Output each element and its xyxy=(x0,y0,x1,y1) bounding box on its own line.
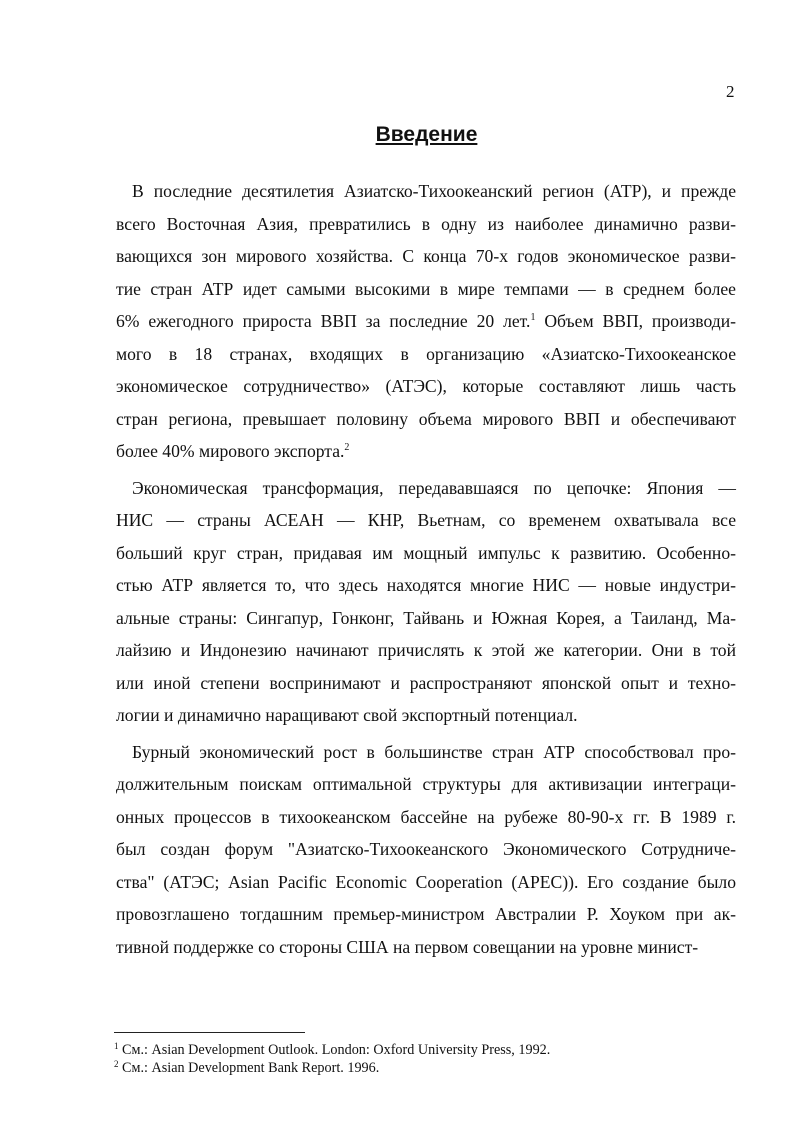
text-line xyxy=(116,403,736,436)
text-line xyxy=(116,898,736,931)
text-segment: провозглашено тогдашним премьер-министром Австралии Р. Хоуком при ак- xyxy=(116,904,736,924)
paragraph-2 xyxy=(116,472,736,732)
text-line xyxy=(116,667,736,700)
text-segment: Объем ВВП, производи- xyxy=(535,311,737,331)
text-line xyxy=(116,273,736,306)
text-segment: Экономическая трансформация, передававшаяся по цепочке: Япония — xyxy=(132,477,736,498)
footnote-ref: 2 xyxy=(344,442,350,453)
text-line xyxy=(116,472,736,505)
text-segment: стран региона, превышает половину объема мирового ВВП и обеспечивают xyxy=(116,408,736,429)
text-segment: больший круг стран, придавая им мощный импульс к развитию. Особенно- xyxy=(116,542,736,563)
text-segment: должительным поискам оптимальной структуры для активизации интеграци- xyxy=(116,774,736,794)
text-segment: или иной степени воспринимают и распространяют японской опыт и техно- xyxy=(116,672,736,693)
footnote-ref: 1 xyxy=(530,312,536,323)
text-segment: НИС — страны АСЕАН — КНР, Вьетнам, со временем охватывала все xyxy=(116,510,736,530)
text-line xyxy=(116,699,736,732)
paragraph-3 xyxy=(116,736,736,964)
text-line xyxy=(116,634,736,667)
text-segment: альные страны: Сингапур, Гонконг, Тайвань и Южная Корея, а Таиланд, Ма- xyxy=(116,607,736,628)
text-line xyxy=(116,338,736,371)
text-segment: был создан форум "Азиатско-Тихоокеанского Экономического Сотрудниче- xyxy=(116,839,736,859)
text-line xyxy=(116,736,736,769)
footnote-text: См.: Asian Development Outlook. London: Oxford University Press, 1992. xyxy=(118,1042,551,1058)
text-line xyxy=(116,504,736,537)
text-segment: более 40% мирового экспорта. xyxy=(116,441,345,461)
text-line xyxy=(116,833,736,866)
paragraph-1 xyxy=(116,175,736,468)
body-text xyxy=(116,175,736,963)
text-segment: вающихся зон мирового хозяйства. С конца 70-х годов экономическое разви- xyxy=(116,246,736,266)
text-line xyxy=(116,602,736,635)
text-segment: В последние десятилетия Азиатско-Тихоокеанский регион (АТР), и прежде xyxy=(132,181,736,201)
footnotes xyxy=(114,1041,550,1077)
text-segment: логии и динамично наращивают свой экспортный потенциал. xyxy=(116,705,578,725)
text-segment: ства" (АТЭС; Asian Pacific Economic Cooperation (APEC)). Его создание было xyxy=(116,871,736,892)
text-line xyxy=(116,305,736,338)
text-segment: лайзию и Индонезию начинают причислять к этой же категории. Они в той xyxy=(116,640,736,660)
footnote-1 xyxy=(114,1041,550,1059)
text-line xyxy=(116,175,736,208)
text-line xyxy=(116,537,736,570)
text-line xyxy=(116,866,736,899)
text-line xyxy=(116,801,736,834)
page-title: Введение xyxy=(375,123,478,146)
text-segment: мого в 18 странах, входящих в организацию «Азиатско-Тихоокеанское xyxy=(116,343,736,364)
text-line xyxy=(116,240,736,273)
page-number: 2 xyxy=(726,82,735,101)
text-segment: 6% ежегодного прироста ВВП за последние 20 лет. xyxy=(116,311,531,331)
text-segment: онных процессов в тихоокеанском бассейне на рубеже 80-90-х гг. В 1989 г. xyxy=(116,806,736,827)
footnote-mark: 1 xyxy=(114,1041,119,1051)
footnote-2 xyxy=(114,1059,550,1077)
text-segment: Бурный экономический рост в большинстве стран АТР способствовал про- xyxy=(132,741,736,762)
text-line xyxy=(116,435,736,468)
text-line xyxy=(116,370,736,403)
text-segment: тие стран АТР идет самыми высокими в мире темпами — в среднем более xyxy=(116,278,736,299)
text-segment: тивной поддержке со стороны США на первом совещании на уровне минист- xyxy=(116,936,699,957)
text-segment: стью АТР является то, что здесь находятся многие НИС — новые индустри- xyxy=(116,575,736,595)
text-segment: экономическое сотрудничество» (АТЭС), которые составляют лишь часть xyxy=(116,376,736,396)
footnote-text: См.: Asian Development Bank Report. 1996. xyxy=(118,1060,380,1076)
footnote-rule xyxy=(114,1032,305,1033)
text-line xyxy=(116,569,736,602)
footnote-mark: 2 xyxy=(114,1059,119,1069)
text-line xyxy=(116,931,736,964)
text-line xyxy=(116,768,736,801)
text-line xyxy=(116,208,736,241)
text-segment: всего Восточная Азия, превратились в одну из наиболее динамично разви- xyxy=(116,213,736,234)
